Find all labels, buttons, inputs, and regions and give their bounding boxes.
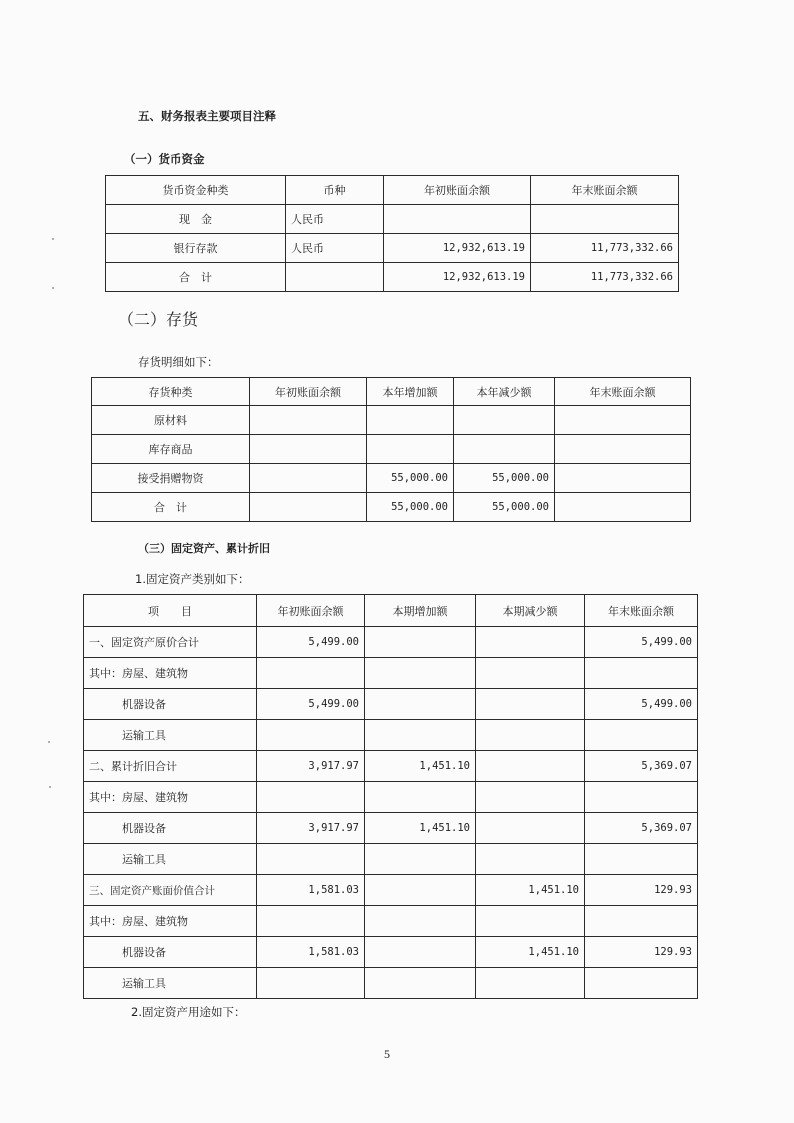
cell: 3,917.97: [257, 813, 365, 844]
table-row: [106, 263, 679, 292]
cell: [531, 205, 679, 234]
fixed-assets-table: [83, 594, 698, 999]
cell: [367, 435, 454, 464]
table-row: [84, 875, 698, 906]
cell: [454, 435, 555, 464]
cell: 其中：房屋、建筑物: [84, 782, 257, 813]
table-row: [84, 844, 698, 875]
cell: 机器设备: [84, 813, 257, 844]
cell: [257, 720, 365, 751]
cell: [476, 782, 585, 813]
cell: 人民币: [286, 205, 384, 234]
cell: [476, 813, 585, 844]
cell: 接受捐赠物资: [92, 464, 250, 493]
cash-table: [105, 175, 679, 292]
cell: [367, 406, 454, 435]
cell: 55,000.00: [367, 493, 454, 522]
page-number: 5: [384, 1047, 390, 1061]
table-row: [84, 720, 698, 751]
table-row: [92, 464, 691, 493]
table-header-row: [92, 378, 691, 406]
column-header: 本期减少额: [476, 595, 585, 627]
cell: 原材料: [92, 406, 250, 435]
column-header: 项 目: [84, 595, 257, 627]
cell: [476, 968, 585, 999]
cell: 1,451.10: [365, 813, 476, 844]
cell: 一、固定资产原价合计: [84, 627, 257, 658]
cell: [250, 493, 367, 522]
column-header: 年初账面余额: [250, 378, 367, 406]
cell: [476, 906, 585, 937]
column-header: 年末账面余额: [555, 378, 691, 406]
cell: 5,499.00: [585, 689, 698, 720]
cell: [555, 464, 691, 493]
table-header-row: [84, 595, 698, 627]
inventory-heading: （二）存货: [118, 310, 199, 329]
table-row: [84, 906, 698, 937]
cell: 1,451.10: [476, 937, 585, 968]
cell: [585, 968, 698, 999]
table-row: [106, 234, 679, 263]
column-header: 存货种类: [92, 378, 250, 406]
cell: 库存商品: [92, 435, 250, 464]
cell: 11,773,332.66: [531, 263, 679, 292]
cell: [555, 435, 691, 464]
fixed-assets-usage-intro: 2.固定资产用途如下：: [131, 1005, 246, 1019]
cell: 运输工具: [84, 968, 257, 999]
table-row: [84, 782, 698, 813]
cell: [365, 782, 476, 813]
column-header: 年初账面余额: [384, 176, 531, 205]
cell: 129.93: [585, 875, 698, 906]
cell: [257, 658, 365, 689]
cell: [476, 658, 585, 689]
cell: 5,499.00: [585, 627, 698, 658]
cell: [250, 406, 367, 435]
fixed-assets-heading: （三）固定资产、累计折旧: [138, 542, 270, 555]
cell: [454, 406, 555, 435]
cell: 5,369.07: [585, 813, 698, 844]
cell: 129.93: [585, 937, 698, 968]
cell: [585, 906, 698, 937]
column-header: 本年减少额: [454, 378, 555, 406]
column-header: 货币资金种类: [106, 176, 286, 205]
table-row: [84, 937, 698, 968]
cell: [555, 493, 691, 522]
cell: [585, 658, 698, 689]
cell: 5,369.07: [585, 751, 698, 782]
cell: 机器设备: [84, 689, 257, 720]
fixed-assets-intro: 1.固定资产类别如下：: [135, 572, 250, 586]
column-header: 年末账面余额: [531, 176, 679, 205]
column-header: 年末账面余额: [585, 595, 698, 627]
table-row: [106, 205, 679, 234]
cell: [384, 205, 531, 234]
table-row: [92, 406, 691, 435]
section-title: 五、财务报表主要项目注释: [138, 109, 276, 123]
cell: [585, 782, 698, 813]
cell: 银行存款: [106, 234, 286, 263]
cell: [476, 751, 585, 782]
cell: 11,773,332.66: [531, 234, 679, 263]
cell: 其中：房屋、建筑物: [84, 906, 257, 937]
cell: [365, 627, 476, 658]
cell: 机器设备: [84, 937, 257, 968]
cell: [555, 406, 691, 435]
cell: 5,499.00: [257, 689, 365, 720]
cell: [585, 844, 698, 875]
cell: 其中：房屋、建筑物: [84, 658, 257, 689]
table-header-row: [106, 176, 679, 205]
cell: 运输工具: [84, 844, 257, 875]
cell: 合 计: [92, 493, 250, 522]
cell: [286, 263, 384, 292]
column-header: 币种: [286, 176, 384, 205]
cell: 现 金: [106, 205, 286, 234]
table-row: [84, 689, 698, 720]
cell: 3,917.97: [257, 751, 365, 782]
cell: [365, 844, 476, 875]
cell: [476, 844, 585, 875]
cell: [476, 689, 585, 720]
table-row: [84, 813, 698, 844]
cell: [365, 906, 476, 937]
cell: 55,000.00: [454, 464, 555, 493]
cell: [257, 844, 365, 875]
cell: 合 计: [106, 263, 286, 292]
column-header: 年初账面余额: [257, 595, 365, 627]
cell: 运输工具: [84, 720, 257, 751]
cell: [250, 464, 367, 493]
cell: 1,451.10: [365, 751, 476, 782]
cell: [257, 906, 365, 937]
table-row: [84, 627, 698, 658]
cell: 1,451.10: [476, 875, 585, 906]
cell: [365, 658, 476, 689]
cell: [250, 435, 367, 464]
cell: [476, 627, 585, 658]
column-header: 本年增加额: [367, 378, 454, 406]
cell: 三、固定资产账面价值合计: [84, 875, 257, 906]
table-row: [92, 435, 691, 464]
cell: [476, 720, 585, 751]
cell: 二、累计折旧合计: [84, 751, 257, 782]
cell: 1,581.03: [257, 937, 365, 968]
cell: [365, 937, 476, 968]
cell: 55,000.00: [454, 493, 555, 522]
cell: [365, 720, 476, 751]
cell: 人民币: [286, 234, 384, 263]
inventory-table: [91, 377, 691, 522]
cell: 5,499.00: [257, 627, 365, 658]
cell: 1,581.03: [257, 875, 365, 906]
cell: [365, 968, 476, 999]
cell: 12,932,613.19: [384, 234, 531, 263]
table-row: [84, 751, 698, 782]
cell: 12,932,613.19: [384, 263, 531, 292]
cell: [365, 875, 476, 906]
cell: [257, 968, 365, 999]
cell: 55,000.00: [367, 464, 454, 493]
column-header: 本期增加额: [365, 595, 476, 627]
inventory-intro: 存货明细如下：: [138, 355, 219, 369]
cell: [365, 689, 476, 720]
cash-heading: （一）货币资金: [124, 152, 205, 166]
cell: [585, 720, 698, 751]
cell: [257, 782, 365, 813]
table-row: [84, 968, 698, 999]
table-row: [84, 658, 698, 689]
table-row: [92, 493, 691, 522]
